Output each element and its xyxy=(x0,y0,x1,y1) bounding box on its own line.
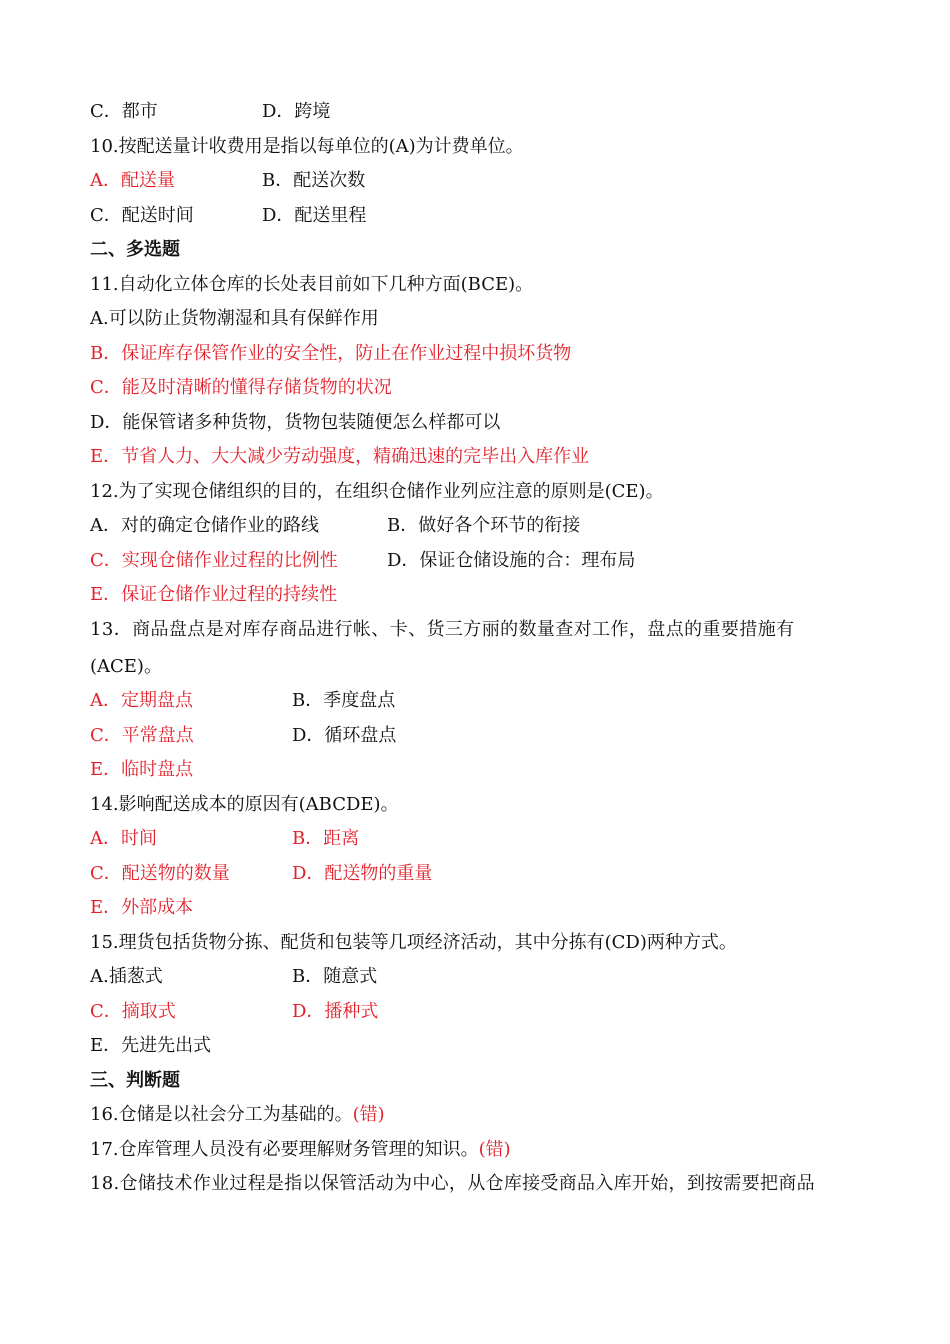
option-d: D．跨境 xyxy=(262,101,331,122)
option-d-correct: D．配送物的重量 xyxy=(292,863,433,884)
option-a-correct: A．定期盘点 xyxy=(90,690,193,711)
option-row xyxy=(90,201,367,231)
option-c-correct: C．能及时清晰的懂得存储货物的状况 xyxy=(90,377,392,398)
question-13-answer: (ACE)。 xyxy=(90,656,162,677)
option-a-correct: A．时间 xyxy=(90,828,157,849)
option-row xyxy=(90,546,636,576)
option-b: B．做好各个环节的衔接 xyxy=(387,515,581,536)
option-b-correct: B．保证库存保管作业的安全性，防止在作业过程中损坏货物 xyxy=(90,343,572,364)
question-12: 12.为了实现仓储组织的目的，在组织仓储作业列应注意的原则是(CE)。 xyxy=(90,481,664,502)
option-d: D．保证仓储设施的合：理布局 xyxy=(387,550,636,571)
option-row xyxy=(90,859,433,889)
option-d-correct: D．播种式 xyxy=(292,1001,379,1022)
option-row xyxy=(90,721,397,751)
question-10: 10.按配送量计收费用是指以每单位的(A)为计费单位。 xyxy=(90,136,524,157)
option-c-correct: C．平常盘点 xyxy=(90,725,194,746)
option-b-correct: B．距离 xyxy=(292,828,360,849)
option-b: B．季度盘点 xyxy=(292,690,396,711)
option-d: D．能保管诸多种货物，货物包装随便怎么样都可以 xyxy=(90,412,501,433)
section-heading-true-false: 三、判断题 xyxy=(90,1070,180,1091)
option-row xyxy=(90,511,581,541)
question-11: 11.自动化立体仓库的长处表目前如下几种方面(BCE)。 xyxy=(90,274,534,295)
option-row xyxy=(90,824,360,854)
option-e-correct: E．临时盘点 xyxy=(90,759,194,780)
question-17-text: 17.仓库管理人员没有必要理解财务管理的知识。 xyxy=(90,1139,479,1160)
question-16 xyxy=(90,1100,385,1130)
option-a: A.插葱式 xyxy=(90,966,163,987)
option-row xyxy=(90,97,331,127)
option-c: C．都市 xyxy=(90,101,158,122)
option-a-correct: A．配送量 xyxy=(90,170,175,191)
question-15: 15.理货包括货物分拣、配货和包装等几项经济活动，其中分拣有(CD)两种方式。 xyxy=(90,932,737,953)
option-c-correct: C．配送物的数量 xyxy=(90,863,230,884)
question-17-answer: (错) xyxy=(478,1139,511,1160)
option-c: C．配送时间 xyxy=(90,205,194,226)
option-c-correct: C．实现仓储作业过程的比例性 xyxy=(90,550,338,571)
option-e-correct: E．节省人力、大大减少劳动强度，精确迅速的完毕出入库作业 xyxy=(90,446,590,467)
option-e-correct: E．外部成本 xyxy=(90,897,194,918)
option-row xyxy=(90,962,378,992)
option-row xyxy=(90,997,379,1027)
option-row xyxy=(90,166,366,196)
option-b: B．随意式 xyxy=(292,966,378,987)
question-18: 18.仓储技术作业过程是指以保管活动为中心，从仓库接受商品入库开始，到按需要把商品 xyxy=(90,1173,815,1194)
question-16-text: 16.仓储是以社会分工为基础的。 xyxy=(90,1104,353,1125)
option-e-correct: E．保证仓储作业过程的持续性 xyxy=(90,584,338,605)
question-13: 13．商品盘点是对库存商品进行帐、卡、货三方丽的数量查对工作，盘点的重要措施有 xyxy=(90,619,795,640)
question-16-answer: (错) xyxy=(352,1104,385,1125)
option-c-correct: C．摘取式 xyxy=(90,1001,176,1022)
option-b: B．配送次数 xyxy=(262,170,366,191)
option-a: A.可以防止货物潮湿和具有保鲜作用 xyxy=(90,308,379,329)
option-d: D．配送里程 xyxy=(262,205,367,226)
option-a: A．对的确定仓储作业的路线 xyxy=(90,515,319,536)
question-14: 14.影响配送成本的原因有(ABCDE)。 xyxy=(90,794,399,815)
section-heading-multiple-choice: 二、多选题 xyxy=(90,239,180,260)
option-d: D．循环盘点 xyxy=(292,725,397,746)
option-row xyxy=(90,686,396,716)
question-17 xyxy=(90,1135,511,1165)
option-e: E．先进先出式 xyxy=(90,1035,212,1056)
